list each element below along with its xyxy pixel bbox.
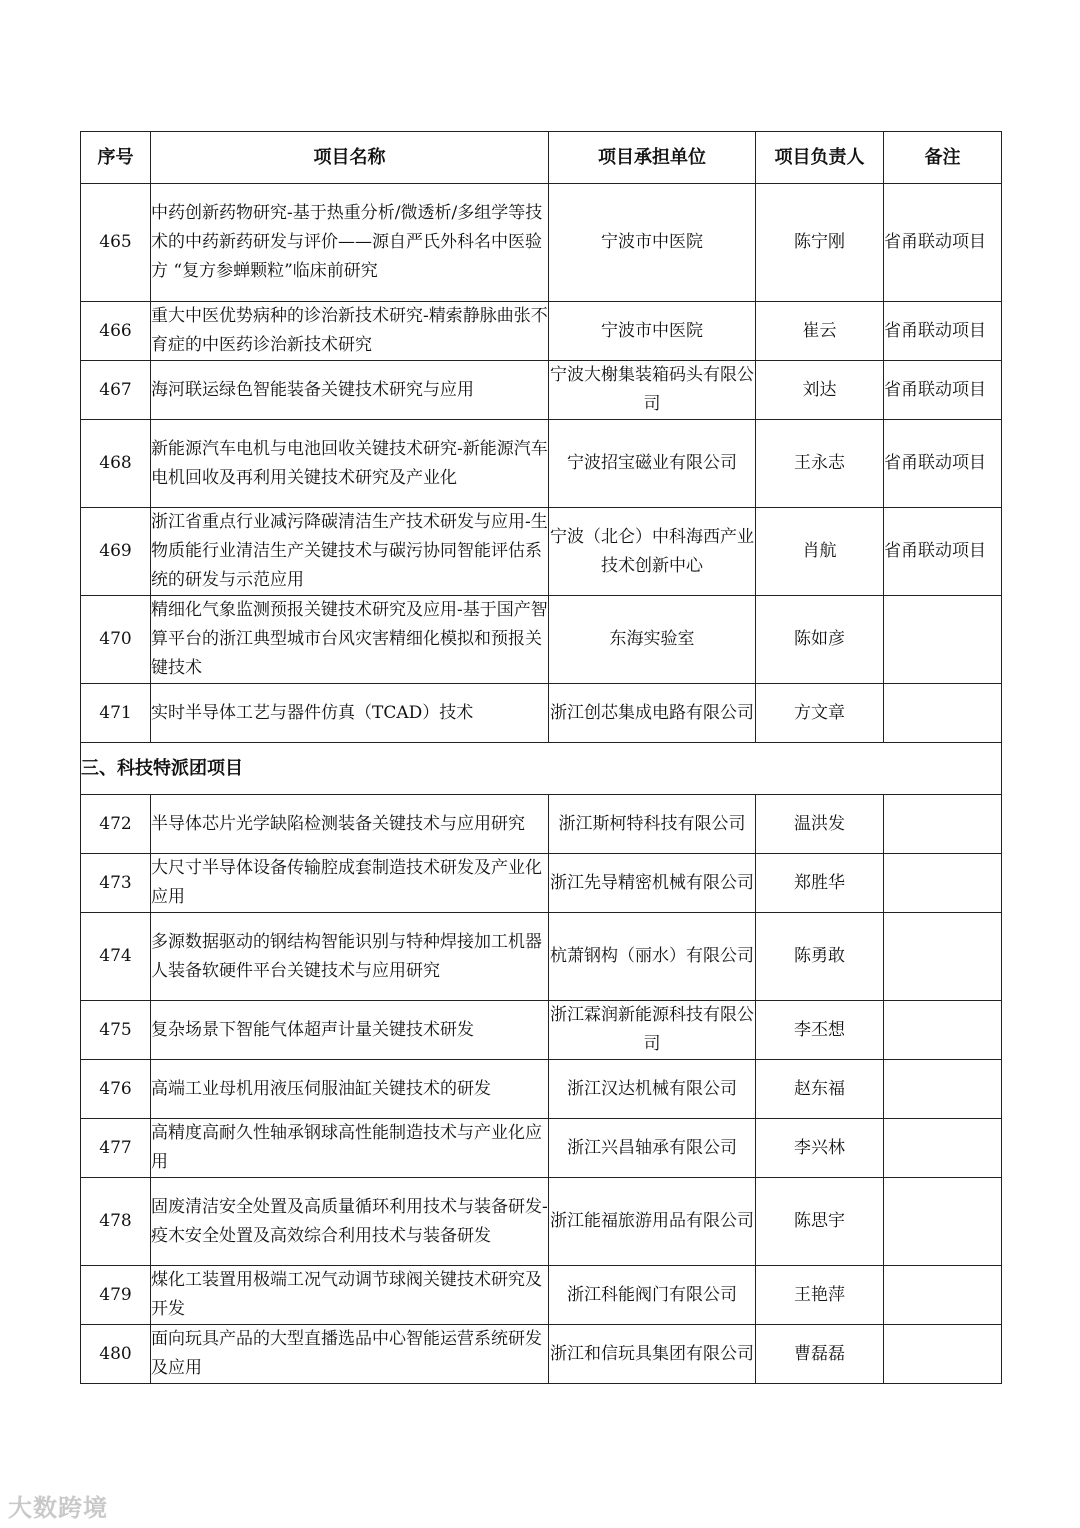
project-name-cell: 精细化气象监测预报关键技术研究及应用-基于国产智算平台的浙江典型城市台风灾害精细化模拟和预报关键技术	[151, 596, 549, 684]
leader-cell: 温洪发	[756, 795, 884, 854]
serial-cell: 476	[81, 1060, 151, 1119]
unit-cell: 浙江和信玩具集团有限公司	[549, 1325, 756, 1384]
leader-cell: 赵东福	[756, 1060, 884, 1119]
table-row	[81, 184, 1002, 302]
leader-cell: 肖航	[756, 508, 884, 596]
serial-cell: 468	[81, 420, 151, 508]
table-row	[81, 1178, 1002, 1266]
serial-cell: 478	[81, 1178, 151, 1266]
remark-cell	[884, 1325, 1002, 1384]
remark-cell	[884, 1001, 1002, 1060]
leader-cell: 陈宁刚	[756, 184, 884, 302]
serial-cell: 471	[81, 684, 151, 743]
serial-cell: 479	[81, 1266, 151, 1325]
unit-cell: 浙江科能阀门有限公司	[549, 1266, 756, 1325]
serial-cell: 472	[81, 795, 151, 854]
table-header-row	[81, 132, 1002, 184]
remark-cell: 省甬联动项目	[884, 508, 1002, 596]
table-row	[81, 684, 1002, 743]
section-block	[81, 743, 1002, 795]
serial-cell: 466	[81, 302, 151, 361]
project-name-cell: 半导体芯片光学缺陷检测装备关键技术与应用研究	[151, 795, 549, 854]
unit-cell: 宁波大榭集装箱码头有限公司	[549, 361, 756, 420]
table-row	[81, 361, 1002, 420]
serial-cell: 475	[81, 1001, 151, 1060]
remark-cell	[884, 913, 1002, 1001]
table-row	[81, 795, 1002, 854]
leader-cell: 崔云	[756, 302, 884, 361]
header-unit: 项目承担单位	[549, 132, 756, 184]
header-project-name: 项目名称	[151, 132, 549, 184]
project-name-cell: 煤化工装置用极端工况气动调节球阀关键技术研究及开发	[151, 1266, 549, 1325]
table-body-b	[81, 795, 1002, 1384]
leader-cell: 王艳萍	[756, 1266, 884, 1325]
table-row	[81, 302, 1002, 361]
project-name-cell: 浙江省重点行业减污降碳清洁生产技术研发与应用-生物质能行业清洁生产关键技术与碳污协同智能评估系统的研发与示范应用	[151, 508, 549, 596]
project-name-cell: 实时半导体工艺与器件仿真（TCAD）技术	[151, 684, 549, 743]
remark-cell: 省甬联动项目	[884, 302, 1002, 361]
table-row	[81, 1119, 1002, 1178]
watermark-logo: 大数跨境	[8, 1494, 108, 1522]
leader-cell: 方文章	[756, 684, 884, 743]
table-row	[81, 1266, 1002, 1325]
table-row	[81, 913, 1002, 1001]
serial-cell: 474	[81, 913, 151, 1001]
remark-cell	[884, 795, 1002, 854]
leader-cell: 陈勇敢	[756, 913, 884, 1001]
section-title: 三、科技特派团项目	[81, 743, 1002, 795]
leader-cell: 郑胜华	[756, 854, 884, 913]
serial-cell: 480	[81, 1325, 151, 1384]
remark-cell	[884, 1119, 1002, 1178]
remark-cell	[884, 1178, 1002, 1266]
project-name-cell: 高精度高耐久性轴承钢球高性能制造技术与产业化应用	[151, 1119, 549, 1178]
leader-cell: 曹磊磊	[756, 1325, 884, 1384]
unit-cell: 浙江先导精密机械有限公司	[549, 854, 756, 913]
project-name-cell: 大尺寸半导体设备传输腔成套制造技术研发及产业化应用	[151, 854, 549, 913]
project-name-cell: 中药创新药物研究-基于热重分析/微透析/多组学等技术的中药新药研发与评价——源自严氏外科名中医验方 “复方参蝉颗粒”临床前研究	[151, 184, 549, 302]
table-row	[81, 596, 1002, 684]
serial-cell: 467	[81, 361, 151, 420]
unit-cell: 宁波市中医院	[549, 302, 756, 361]
project-name-cell: 固废清洁安全处置及高质量循环利用技术与装备研发-疫木安全处置及高效综合利用技术与装备研发	[151, 1178, 549, 1266]
serial-cell: 469	[81, 508, 151, 596]
table-row	[81, 854, 1002, 913]
serial-cell: 477	[81, 1119, 151, 1178]
serial-cell: 465	[81, 184, 151, 302]
remark-cell: 省甬联动项目	[884, 420, 1002, 508]
project-name-cell: 海河联运绿色智能装备关键技术研究与应用	[151, 361, 549, 420]
remark-cell	[884, 596, 1002, 684]
table-row	[81, 1060, 1002, 1119]
table-row	[81, 1325, 1002, 1384]
leader-cell: 陈思宇	[756, 1178, 884, 1266]
project-name-cell: 重大中医优势病种的诊治新技术研究-精索静脉曲张不育症的中医药诊治新技术研究	[151, 302, 549, 361]
unit-cell: 浙江汉达机械有限公司	[549, 1060, 756, 1119]
leader-cell: 陈如彦	[756, 596, 884, 684]
leader-cell: 李兴林	[756, 1119, 884, 1178]
unit-cell: 东海实验室	[549, 596, 756, 684]
leader-cell: 李丕想	[756, 1001, 884, 1060]
leader-cell: 王永志	[756, 420, 884, 508]
header-serial: 序号	[81, 132, 151, 184]
remark-cell: 省甬联动项目	[884, 184, 1002, 302]
remark-cell	[884, 684, 1002, 743]
unit-cell: 浙江霖润新能源科技有限公司	[549, 1001, 756, 1060]
remark-cell	[884, 854, 1002, 913]
unit-cell: 浙江能福旅游用品有限公司	[549, 1178, 756, 1266]
project-name-cell: 多源数据驱动的钢结构智能识别与特种焊接加工机器人装备软硬件平台关键技术与应用研究	[151, 913, 549, 1001]
remark-cell	[884, 1060, 1002, 1119]
header-remark: 备注	[884, 132, 1002, 184]
unit-cell: 宁波市中医院	[549, 184, 756, 302]
unit-cell: 浙江斯柯特科技有限公司	[549, 795, 756, 854]
unit-cell: 杭萧钢构（丽水）有限公司	[549, 913, 756, 1001]
unit-cell: 浙江创芯集成电路有限公司	[549, 684, 756, 743]
table-row	[81, 420, 1002, 508]
project-name-cell: 新能源汽车电机与电池回收关键技术研究-新能源汽车电机回收及再利用关键技术研究及产业化	[151, 420, 549, 508]
table-row	[81, 1001, 1002, 1060]
unit-cell: 宁波招宝磁业有限公司	[549, 420, 756, 508]
leader-cell: 刘达	[756, 361, 884, 420]
project-name-cell: 面向玩具产品的大型直播选品中心智能运营系统研发及应用	[151, 1325, 549, 1384]
project-name-cell: 复杂场景下智能气体超声计量关键技术研发	[151, 1001, 549, 1060]
serial-cell: 473	[81, 854, 151, 913]
remark-cell: 省甬联动项目	[884, 361, 1002, 420]
project-table	[80, 131, 1002, 1384]
section-row	[81, 743, 1002, 795]
unit-cell: 宁波（北仑）中科海西产业技术创新中心	[549, 508, 756, 596]
table-row	[81, 508, 1002, 596]
unit-cell: 浙江兴昌轴承有限公司	[549, 1119, 756, 1178]
project-name-cell: 高端工业母机用液压伺服油缸关键技术的研发	[151, 1060, 549, 1119]
serial-cell: 470	[81, 596, 151, 684]
remark-cell	[884, 1266, 1002, 1325]
header-leader: 项目负责人	[756, 132, 884, 184]
table-body-a	[81, 184, 1002, 743]
